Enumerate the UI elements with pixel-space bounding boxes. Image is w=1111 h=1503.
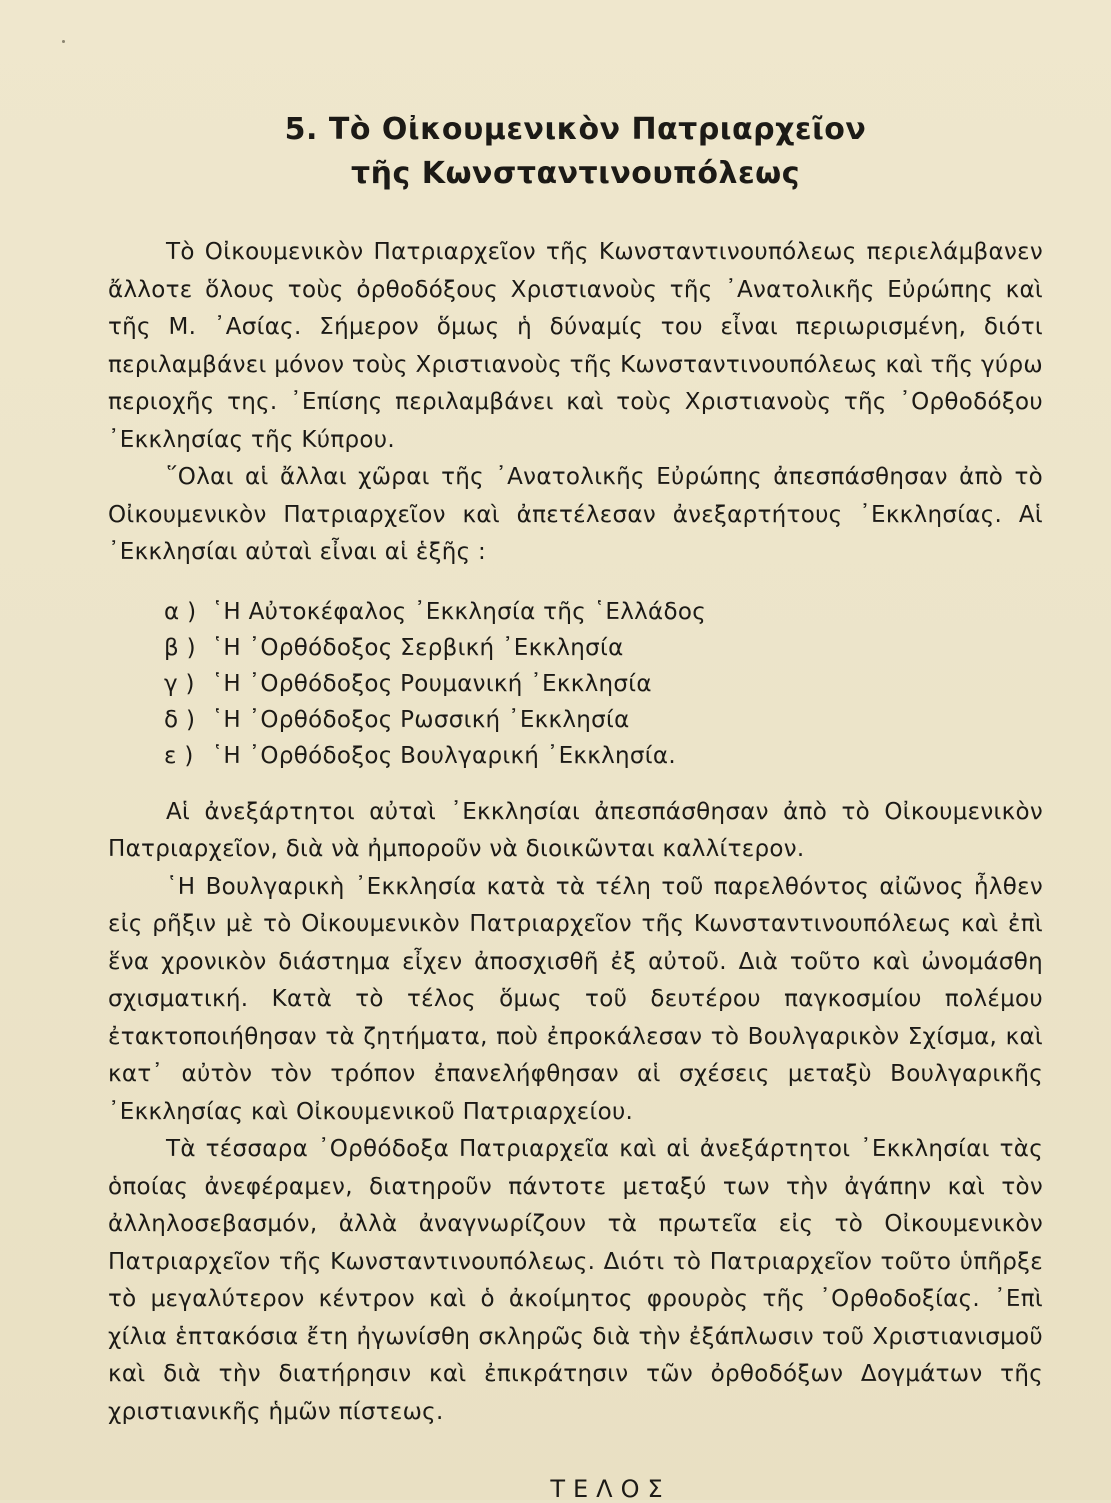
- list-marker: δ ): [164, 706, 196, 733]
- church-list: [108, 594, 1043, 774]
- list-item-text: ῾Η ᾿Ορθόδοξος Ρωσσική ᾿Εκκλησία: [211, 706, 630, 733]
- page-content: [108, 108, 1043, 1503]
- list-marker: α ): [164, 598, 197, 625]
- list-item-text: ῾Η ᾿Ορθόδοξος Ρουμανική ᾿Εκκλησία: [211, 670, 652, 697]
- list-item-text: ῾Η ᾿Ορθόδοξος Σερβική ᾿Εκκλησία: [211, 634, 624, 661]
- paragraph-3: Αἱ ἀνεξάρτητοι αὐταὶ ᾿Εκκλησίαι ἀπεσπάσθησαν ἀπὸ τὸ Οἰκουμενικὸν Πατριαρχεῖον, διὰ νὰ ἠμποροῦν νὰ διοικῶνται καλλίτερον.: [108, 798, 1043, 862]
- paragraph-2: ῞Ολαι αἱ ἄλλαι χῶραι τῆς ᾿Ανατολικῆς Εὐρώπης ἀπεσπάσθησαν ἀπὸ τὸ Οἰκουμενικὸν Πατριαρχεῖον καὶ ἀπετέλεσαν ἀνεξαρτήτους ᾿Εκκλησίας. Αἱ ᾿Εκκλησίαι αὐταὶ εἶναι αἱ ἑξῆς :: [108, 464, 1043, 565]
- page-speck: [62, 40, 65, 43]
- list-marker: β ): [164, 634, 196, 661]
- list-item: [108, 666, 1043, 702]
- paragraph-4: ῾Η Βουλγαρικὴ ᾿Εκκλησία κατὰ τὰ τέλη τοῦ παρελθόντος αἰῶνος ἦλθεν εἰς ρῆξιν μὲ τὸ Οἰκουμενικὸν Πατριαρχεῖον τῆς Κωνσταντινουπόλεως καὶ ἐπὶ ἕνα χρονικὸν διάστημα εἶχεν ἀποσχισθῆ ἐξ αὐτοῦ. Διὰ τοῦτο καὶ ὠνομάσθη σχισματική. Κατὰ τὸ τέλος ὅμως τοῦ δευτέρου παγκοσμίου πολέμου ἐτακτοποιήθησαν τὰ ζητήματα, ποὺ ἐπροκάλεσαν τὸ Βουλγαρικὸν Σχίσμα, καὶ κατ᾿ αὐτὸν τὸν τρόπον ἐπανελήφθησαν αἱ σχέσεις μεταξὺ Βουλγαρικῆς ᾿Εκκλησίας καὶ Οἰκουμενικοῦ Πατριαρχείου.: [108, 873, 1043, 1125]
- end-marker: ΤΕΛΟΣ: [550, 1475, 671, 1503]
- heading-line-1: 5. Τὸ Οἰκουμενικὸν Πατριαρχεῖον: [284, 112, 867, 147]
- paragraph-1: Τὸ Οἰκουμενικὸν Πατριαρχεῖον τῆς Κωνσταντινουπόλεως περιελάμβανεν ἄλλοτε ὅλους τοὺς ὀρθοδόξους Χριστιανοὺς τῆς ᾿Ανατολικῆς Εὐρώπης καὶ τῆς Μ. ᾿Ασίας. Σήμερον ὅμως ἡ δύναμίς του εἶναι περιωρισμένη, διότι περιλαμβάνει μόνον τοὺς Χριστιανοὺς τῆς Κωνσταντινουπόλεως καὶ τῆς γύρω περιοχῆς της. ᾿Επίσης περιλαμβάνει καὶ τοὺς Χριστιανοὺς τῆς ᾿Ορθοδόξου ᾿Εκκλησίας τῆς Κύπρου.: [108, 239, 1043, 453]
- heading-line-2: τῆς Κωνσταντινουπόλεως: [350, 156, 801, 191]
- list-item: [108, 702, 1043, 738]
- list-marker: γ ): [164, 670, 195, 697]
- list-item-text: ῾Η ᾿Ορθόδοξος Βουλγαρική ᾿Εκκλησία.: [211, 742, 676, 769]
- list-item: [108, 738, 1043, 774]
- paragraph-5: Τὰ τέσσαρα ᾿Ορθόδοξα Πατριαρχεῖα καὶ αἱ ἀνεξάρτητοι ᾿Εκκλησίαι τὰς ὁποίας ἀνεφέραμεν, διατηροῦν πάντοτε μεταξύ των τὴν ἀγάπην καὶ τὸν ἀλληλοσεβασμόν, ἀλλὰ ἀναγνωρίζουν τὰ πρωτεῖα εἰς τὸ Οἰκουμενικὸν Πατριαρχεῖον τῆς Κωνσταντινουπόλεως. Διότι τὸ Πατριαρχεῖον τοῦτο ὑπῆρξε τὸ μεγαλύτερον κέντρον καὶ ὁ ἀκοίμητος φρουρὸς τῆς ᾿Ορθοδοξίας. ᾿Επὶ χίλια ἑπτακόσια ἔτη ἠγωνίσθη σκληρῶς διὰ τὴν ἐξάπλωσιν τοῦ Χριστιανισμοῦ καὶ διὰ τὴν διατήρησιν καὶ ἐπικράτησιν τῶν ὀρθοδόξων Δογμάτων τῆς χριστιανικῆς ἡμῶν πίστεως.: [108, 1136, 1043, 1425]
- list-marker: ε ): [164, 742, 194, 769]
- chapter-heading: [108, 108, 1043, 196]
- list-item-text: ῾Η Αὐτοκέφαλος ᾿Εκκλησία τῆς ῾Ελλάδος: [211, 598, 707, 625]
- list-item: [108, 594, 1043, 630]
- list-item: [108, 630, 1043, 666]
